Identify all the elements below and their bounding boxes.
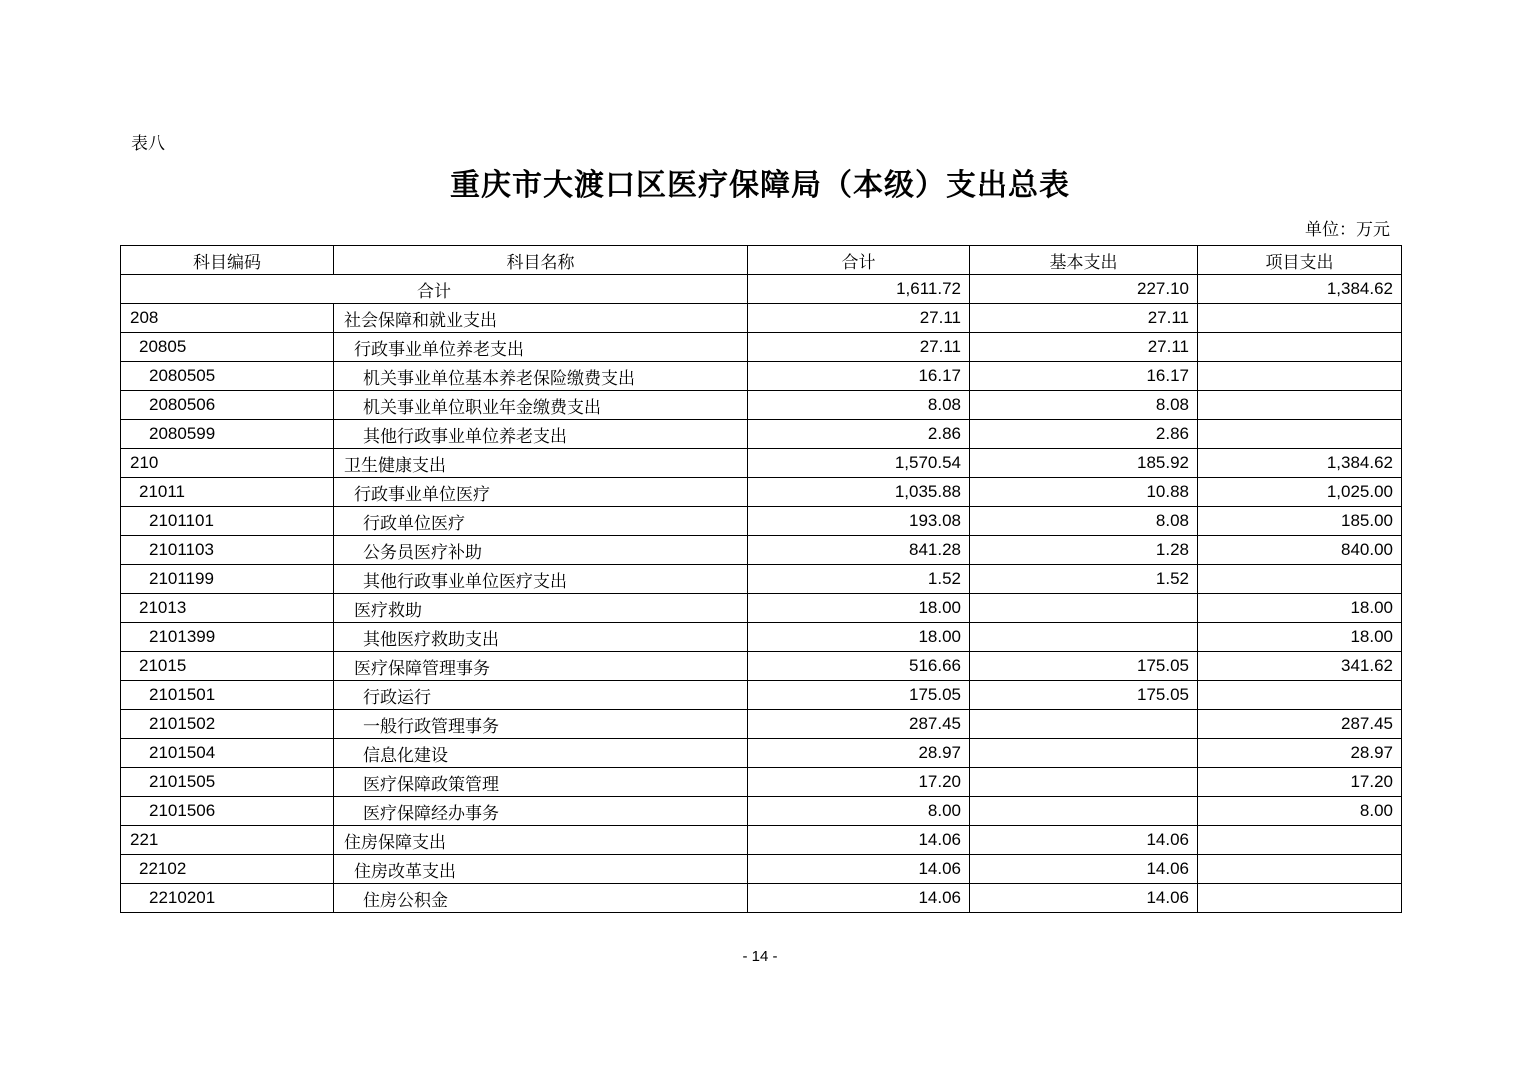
table-row: [121, 449, 1402, 478]
header-subject-code: 科目编码: [121, 246, 334, 275]
header-project-expenditure: 项目支出: [1198, 246, 1402, 275]
table-row: [121, 826, 1402, 855]
table-row: [121, 420, 1402, 449]
table-header-row: [121, 246, 1402, 275]
subject-name-cell: 机关事业单位基本养老保险缴费支出: [334, 362, 748, 391]
project-expenditure-cell: 840.00: [1198, 536, 1402, 565]
subject-code-cell: 2101101: [121, 507, 334, 536]
subject-name-cell: 住房公积金: [334, 884, 748, 913]
project-expenditure-cell: 1,384.62: [1198, 449, 1402, 478]
subject-code-cell: 2101506: [121, 797, 334, 826]
table-row: [121, 304, 1402, 333]
subject-code-cell: 21011: [121, 478, 334, 507]
table-row: [121, 855, 1402, 884]
total-cell: 18.00: [748, 623, 970, 652]
table-row: [121, 478, 1402, 507]
subject-code-cell: 20805: [121, 333, 334, 362]
subject-code-cell: 221: [121, 826, 334, 855]
table-label: 表八: [131, 134, 165, 154]
subject-code-cell: 2210201: [121, 884, 334, 913]
basic-expenditure-cell: [970, 594, 1198, 623]
table-row: [121, 594, 1402, 623]
basic-expenditure-cell: 27.11: [970, 333, 1198, 362]
basic-expenditure-cell: [970, 768, 1198, 797]
table-row: [121, 362, 1402, 391]
basic-expenditure-cell: 27.11: [970, 304, 1198, 333]
table-row: [121, 623, 1402, 652]
subject-name-cell: 机关事业单位职业年金缴费支出: [334, 391, 748, 420]
header-subject-name: 科目名称: [334, 246, 748, 275]
project-expenditure-cell: 185.00: [1198, 507, 1402, 536]
document-title: 重庆市大渡口区医疗保障局（本级）支出总表: [450, 168, 1070, 203]
subject-name-cell: 医疗救助: [334, 594, 748, 623]
project-expenditure-cell: [1198, 362, 1402, 391]
subject-name-cell: 医疗保障经办事务: [334, 797, 748, 826]
subject-name-cell: 一般行政管理事务: [334, 710, 748, 739]
total-cell: 287.45: [748, 710, 970, 739]
total-cell: 1,035.88: [748, 478, 970, 507]
subject-code-cell: 2101399: [121, 623, 334, 652]
basic-expenditure-cell: 1.28: [970, 536, 1198, 565]
header-basic-expenditure: 基本支出: [970, 246, 1198, 275]
table-row: [121, 797, 1402, 826]
basic-expenditure-cell: 14.06: [970, 884, 1198, 913]
basic-expenditure-cell: [970, 623, 1198, 652]
total-cell: 8.00: [748, 797, 970, 826]
subject-code-cell: 21015: [121, 652, 334, 681]
subject-code-cell: 2101505: [121, 768, 334, 797]
basic-expenditure-cell: 185.92: [970, 449, 1198, 478]
subject-name-cell: 医疗保障管理事务: [334, 652, 748, 681]
table-row: [121, 768, 1402, 797]
total-row-total: 1,611.72: [748, 275, 970, 304]
subject-name-cell: 公务员医疗补助: [334, 536, 748, 565]
total-row-basic: 227.10: [970, 275, 1198, 304]
subject-name-cell: 行政事业单位养老支出: [334, 333, 748, 362]
subject-name-cell: 其他行政事业单位养老支出: [334, 420, 748, 449]
total-cell: 193.08: [748, 507, 970, 536]
project-expenditure-cell: 1,025.00: [1198, 478, 1402, 507]
total-cell: 14.06: [748, 884, 970, 913]
table-row: [121, 333, 1402, 362]
table-row: [121, 681, 1402, 710]
basic-expenditure-cell: 2.86: [970, 420, 1198, 449]
project-expenditure-cell: 8.00: [1198, 797, 1402, 826]
basic-expenditure-cell: 8.08: [970, 391, 1198, 420]
total-cell: 841.28: [748, 536, 970, 565]
subject-name-cell: 行政运行: [334, 681, 748, 710]
subject-name-cell: 信息化建设: [334, 739, 748, 768]
header-total: 合计: [748, 246, 970, 275]
total-row-label: 合计: [121, 275, 748, 304]
total-cell: 1,570.54: [748, 449, 970, 478]
total-row-project: 1,384.62: [1198, 275, 1402, 304]
page-number: - 14 -: [742, 948, 778, 965]
subject-code-cell: 2101504: [121, 739, 334, 768]
expenditure-table: [120, 245, 1402, 913]
table-row: [121, 652, 1402, 681]
project-expenditure-cell: [1198, 391, 1402, 420]
total-cell: 28.97: [748, 739, 970, 768]
project-expenditure-cell: 341.62: [1198, 652, 1402, 681]
total-cell: 16.17: [748, 362, 970, 391]
subject-code-cell: 2080506: [121, 391, 334, 420]
subject-code-cell: 2101103: [121, 536, 334, 565]
subject-name-cell: 住房改革支出: [334, 855, 748, 884]
basic-expenditure-cell: 175.05: [970, 681, 1198, 710]
total-cell: 175.05: [748, 681, 970, 710]
basic-expenditure-cell: 8.08: [970, 507, 1198, 536]
total-cell: 14.06: [748, 855, 970, 884]
total-cell: 27.11: [748, 304, 970, 333]
project-expenditure-cell: [1198, 304, 1402, 333]
project-expenditure-cell: [1198, 681, 1402, 710]
total-cell: 1.52: [748, 565, 970, 594]
table-row: [121, 536, 1402, 565]
subject-code-cell: 21013: [121, 594, 334, 623]
subject-name-cell: 社会保障和就业支出: [334, 304, 748, 333]
table-row: [121, 884, 1402, 913]
project-expenditure-cell: [1198, 884, 1402, 913]
subject-name-cell: 其他行政事业单位医疗支出: [334, 565, 748, 594]
basic-expenditure-cell: 175.05: [970, 652, 1198, 681]
table-row: [121, 739, 1402, 768]
subject-code-cell: 22102: [121, 855, 334, 884]
subject-code-cell: 2101199: [121, 565, 334, 594]
subject-code-cell: 2101501: [121, 681, 334, 710]
total-cell: 2.86: [748, 420, 970, 449]
project-expenditure-cell: [1198, 565, 1402, 594]
project-expenditure-cell: [1198, 826, 1402, 855]
table-row: [121, 565, 1402, 594]
project-expenditure-cell: [1198, 333, 1402, 362]
subject-name-cell: 住房保障支出: [334, 826, 748, 855]
table-row: [121, 391, 1402, 420]
subject-name-cell: 行政单位医疗: [334, 507, 748, 536]
table-row: [121, 507, 1402, 536]
basic-expenditure-cell: 16.17: [970, 362, 1198, 391]
project-expenditure-cell: [1198, 855, 1402, 884]
project-expenditure-cell: 28.97: [1198, 739, 1402, 768]
total-row: [121, 275, 1402, 304]
project-expenditure-cell: 18.00: [1198, 594, 1402, 623]
basic-expenditure-cell: [970, 739, 1198, 768]
basic-expenditure-cell: [970, 710, 1198, 739]
subject-name-cell: 其他医疗救助支出: [334, 623, 748, 652]
total-cell: 27.11: [748, 333, 970, 362]
subject-code-cell: 208: [121, 304, 334, 333]
project-expenditure-cell: 17.20: [1198, 768, 1402, 797]
unit-note: 单位：万元: [1305, 220, 1390, 240]
basic-expenditure-cell: [970, 797, 1198, 826]
total-cell: 8.08: [748, 391, 970, 420]
project-expenditure-cell: 287.45: [1198, 710, 1402, 739]
subject-code-cell: 2080505: [121, 362, 334, 391]
subject-code-cell: 210: [121, 449, 334, 478]
basic-expenditure-cell: 14.06: [970, 855, 1198, 884]
subject-code-cell: 2080599: [121, 420, 334, 449]
subject-name-cell: 医疗保障政策管理: [334, 768, 748, 797]
project-expenditure-cell: [1198, 420, 1402, 449]
subject-code-cell: 2101502: [121, 710, 334, 739]
basic-expenditure-cell: 1.52: [970, 565, 1198, 594]
total-cell: 18.00: [748, 594, 970, 623]
subject-name-cell: 行政事业单位医疗: [334, 478, 748, 507]
subject-name-cell: 卫生健康支出: [334, 449, 748, 478]
total-cell: 14.06: [748, 826, 970, 855]
basic-expenditure-cell: 10.88: [970, 478, 1198, 507]
basic-expenditure-cell: 14.06: [970, 826, 1198, 855]
table-row: [121, 710, 1402, 739]
project-expenditure-cell: 18.00: [1198, 623, 1402, 652]
total-cell: 17.20: [748, 768, 970, 797]
total-cell: 516.66: [748, 652, 970, 681]
